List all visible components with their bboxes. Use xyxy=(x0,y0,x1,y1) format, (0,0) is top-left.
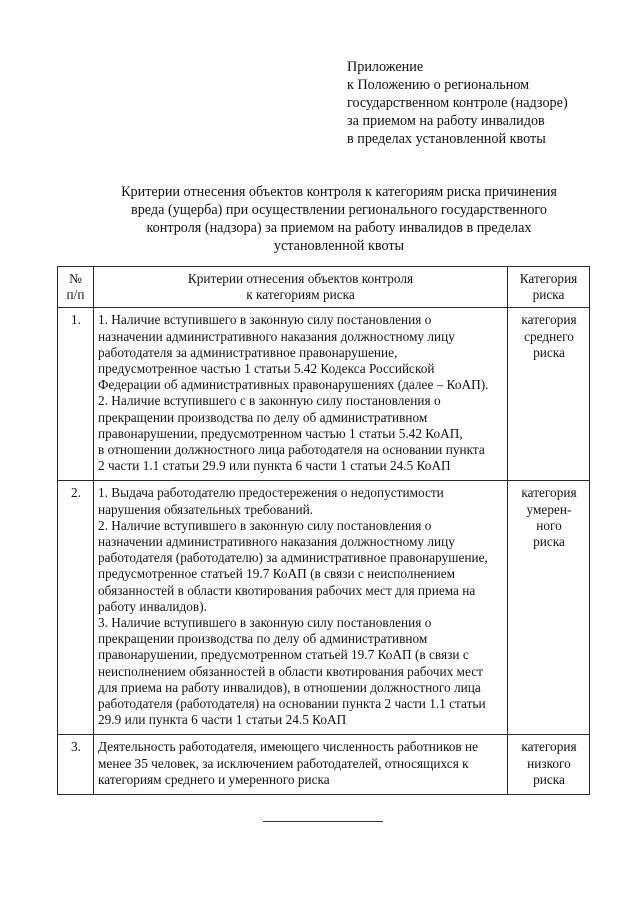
table-header-row xyxy=(58,267,590,308)
header-number-line: № xyxy=(69,271,82,286)
table-row xyxy=(58,735,590,795)
criteria-line: прекращении производства по делу об административном xyxy=(98,409,428,425)
criteria-line: в отношении должностного лица работодателя на основании пункта xyxy=(98,442,485,458)
category-line: умерен- xyxy=(526,501,572,517)
appendix-line: к Положению о региональном xyxy=(347,77,530,93)
row-criteria xyxy=(94,735,508,795)
criteria-line: обязанностей в области квотирования рабочих мест для приема на xyxy=(98,582,476,598)
criteria-table xyxy=(57,266,590,795)
category-line: категория xyxy=(521,485,577,501)
title-line: установленной квоты xyxy=(273,238,405,254)
category-line: риска xyxy=(533,344,565,360)
criteria-line: нарушения обязательных требований. xyxy=(98,501,314,517)
criteria-line: менее 35 человек, за исключением работодателей, относящихся к xyxy=(98,755,469,771)
criteria-line: правонарушении, предусмотренном частью 1 статьи 5.42 КоАП, xyxy=(98,425,463,441)
criteria-line: правонарушении, предусмотренном статьей 19.7 КоАП (в связи с xyxy=(98,647,469,663)
header-number xyxy=(58,267,94,308)
header-number-line: п/п xyxy=(66,287,85,303)
category-line: риска xyxy=(533,771,565,787)
criteria-line: работодателя (работодателя) на основании пункта 2 части 1.1 статьи xyxy=(98,696,486,712)
appendix-line: Приложение xyxy=(347,59,424,75)
category-line: категория xyxy=(521,739,577,755)
criteria-line: прекращении производства по делу об административном xyxy=(98,631,428,647)
header-criteria xyxy=(94,267,508,308)
criteria-line: работу инвалидов). xyxy=(98,598,207,614)
row-number: 3. xyxy=(58,735,94,795)
table-row xyxy=(58,308,590,481)
category-line: низкого xyxy=(527,755,571,771)
criteria-line: 2. Наличие вступившего с в законную силу постановления о xyxy=(98,393,441,409)
appendix-line: за приемом на работу инвалидов xyxy=(347,113,545,129)
appendix-block xyxy=(347,58,627,148)
title-line: контроля (надзора) за приемом на работу инвалидов в пределах xyxy=(146,220,532,236)
criteria-line: назначении административного наказания должностному лицу xyxy=(98,328,455,344)
row-criteria xyxy=(94,308,508,481)
appendix-line: государственном контроле (надзоре) xyxy=(347,95,568,111)
row-criteria xyxy=(94,481,508,735)
header-category-line: риска xyxy=(532,287,565,303)
header-category xyxy=(508,267,590,308)
category-line: ного xyxy=(536,517,562,533)
criteria-line: работодателя (работодателю) за административное правонарушение, xyxy=(98,550,488,566)
criteria-line: 1. Наличие вступившего в законную силу постановления о xyxy=(98,312,432,328)
criteria-line: для приема на работу инвалидов), в отношении должностного лица xyxy=(98,679,481,695)
appendix-line: в пределах установленной квоты xyxy=(347,131,546,147)
header-criteria-line: к категориям риска xyxy=(246,287,355,303)
header-category-line: Категория xyxy=(519,271,578,286)
criteria-line: предусмотренное частью 1 статьи 5.42 Кодекса Российской xyxy=(98,361,435,377)
row-category xyxy=(508,308,590,481)
title-line: Критерии отнесения объектов контроля к категориям риска причинения xyxy=(121,184,557,200)
document-title xyxy=(96,183,582,255)
header-criteria-line: Критерии отнесения объектов контроля xyxy=(187,271,414,286)
criteria-line: Деятельность работодателя, имеющего численность работников не xyxy=(98,739,479,755)
row-category xyxy=(508,481,590,735)
table-row xyxy=(58,481,590,735)
criteria-line: Федерации об административных правонарушениях (далее – КоАП). xyxy=(98,377,489,393)
footer-divider xyxy=(263,821,383,822)
criteria-line: категориям среднего и умеренного риска xyxy=(98,771,330,787)
criteria-line: неисполнением обязанностей в области квотирования рабочих мест xyxy=(98,663,483,679)
row-number: 2. xyxy=(58,481,94,735)
criteria-line: работодателя за административное правонарушение, xyxy=(98,344,398,360)
criteria-line: 1. Выдача работодателю предостережения о недопустимости xyxy=(98,485,444,501)
row-category xyxy=(508,735,590,795)
title-line: вреда (ущерба) при осуществлении регионального государственного xyxy=(131,202,547,218)
criteria-line: назначении административного наказания должностному лицу xyxy=(98,534,455,550)
row-number: 1. xyxy=(58,308,94,481)
category-line: среднего xyxy=(524,328,574,344)
criteria-line: 2 части 1.1 статьи 29.9 или пункта 6 части 1 статьи 24.5 КоАП xyxy=(98,458,451,474)
criteria-line: предусмотренное статьей 19.7 КоАП (в связи с неисполнением xyxy=(98,566,456,582)
criteria-line: 3. Наличие вступившего в законную силу постановления о xyxy=(98,615,432,631)
criteria-line: 2. Наличие вступившего в законную силу постановления о xyxy=(98,517,432,533)
category-line: категория xyxy=(521,312,577,328)
category-line: риска xyxy=(533,534,565,550)
criteria-line: 29.9 или пункта 6 части 1 статьи 24.5 КоАП xyxy=(98,712,347,728)
